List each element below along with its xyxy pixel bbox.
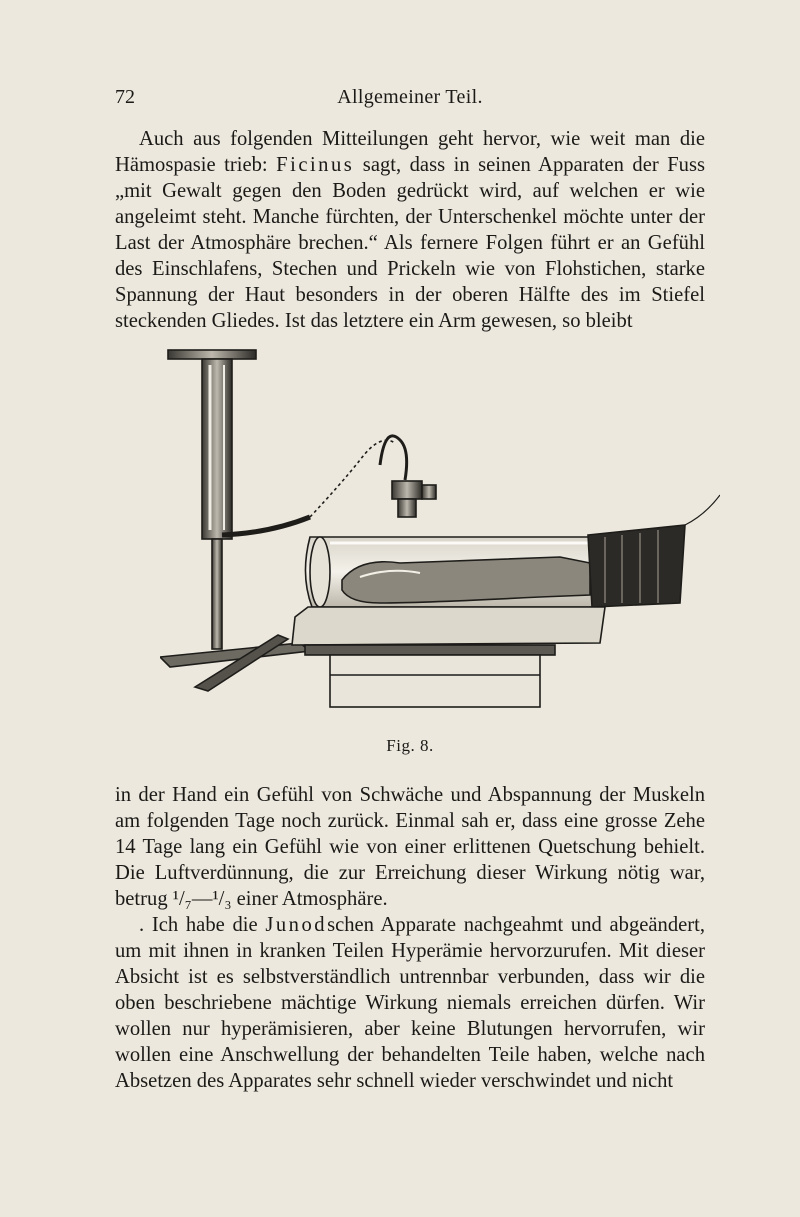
text-block-bottom <box>115 782 705 1112</box>
arm-vacuum-apparatus-illustration <box>160 345 720 715</box>
author-name: Junod <box>265 914 328 936</box>
running-head: Allgemeiner Teil. <box>337 86 483 108</box>
fraction-1: ¹/₇ <box>172 888 192 910</box>
text-block-top <box>115 126 705 336</box>
page-number: 72 <box>115 86 135 108</box>
figure-8 <box>160 345 720 715</box>
paragraph-1: Auch aus folgenden Mitteilungen geht hervor, wie weit man die Hämospasie trieb: Ficinus sagt, dass in seinen Apparaten der Fuss „mit Gewalt gegen den Boden gedrückt wird, auf welchen er wie angeleimt steht. Manche fürchten, der Unterschenkel möchte unter der Last der Atmosphäre brechen.“ Als fernere Folgen führt er an Gefühl des Einschlafens, Stechen und Prickeln wie von Flohstichen, starke Spannung der Haut besonders in der oberen Hälfte des im Stiefel steckenden Gliedes. Ist das letztere ein Arm gewesen, so bleibt <box>115 128 705 332</box>
fraction-2: ¹/₃ <box>212 888 232 910</box>
paragraph-3: . Ich habe die Junodschen Apparate nachgeahmt und abgeändert, um mit ihnen in kranken Teilen Hyperämie hervorzurufen. Mit dieser Absicht ist es selbstverständlich untrennbar verbunden, dass wir die oben beschriebene mächtige Wirkung niemals erreichen dürfen. Wir wollen nur hyperämisieren, aber keine Blutungen hervorrufen, wir wollen eine Anschwellung der behandelten Teile haben, welche nach Absetzen des Apparates sehr schnell wieder verschwindet und nicht <box>115 914 706 1092</box>
page-header <box>115 86 705 112</box>
author-name: Ficinus <box>276 154 355 176</box>
figure-caption: Fig. 8. <box>386 736 434 755</box>
paragraph-2: in der Hand ein Gefühl von Schwäche und Abspannung der Muskeln am folgenden Tage noch zurück. Einmal sah er, dass eine grosse Zehe 14 Tage lang ein Gefühl wie von einer erlittenen Quetschung behielt. Die Luftverdünnung, die zur Erreichung dieser Wirkung nötig war, betrug ¹/₇—¹/₃ einer Atmosphäre. <box>115 784 705 910</box>
